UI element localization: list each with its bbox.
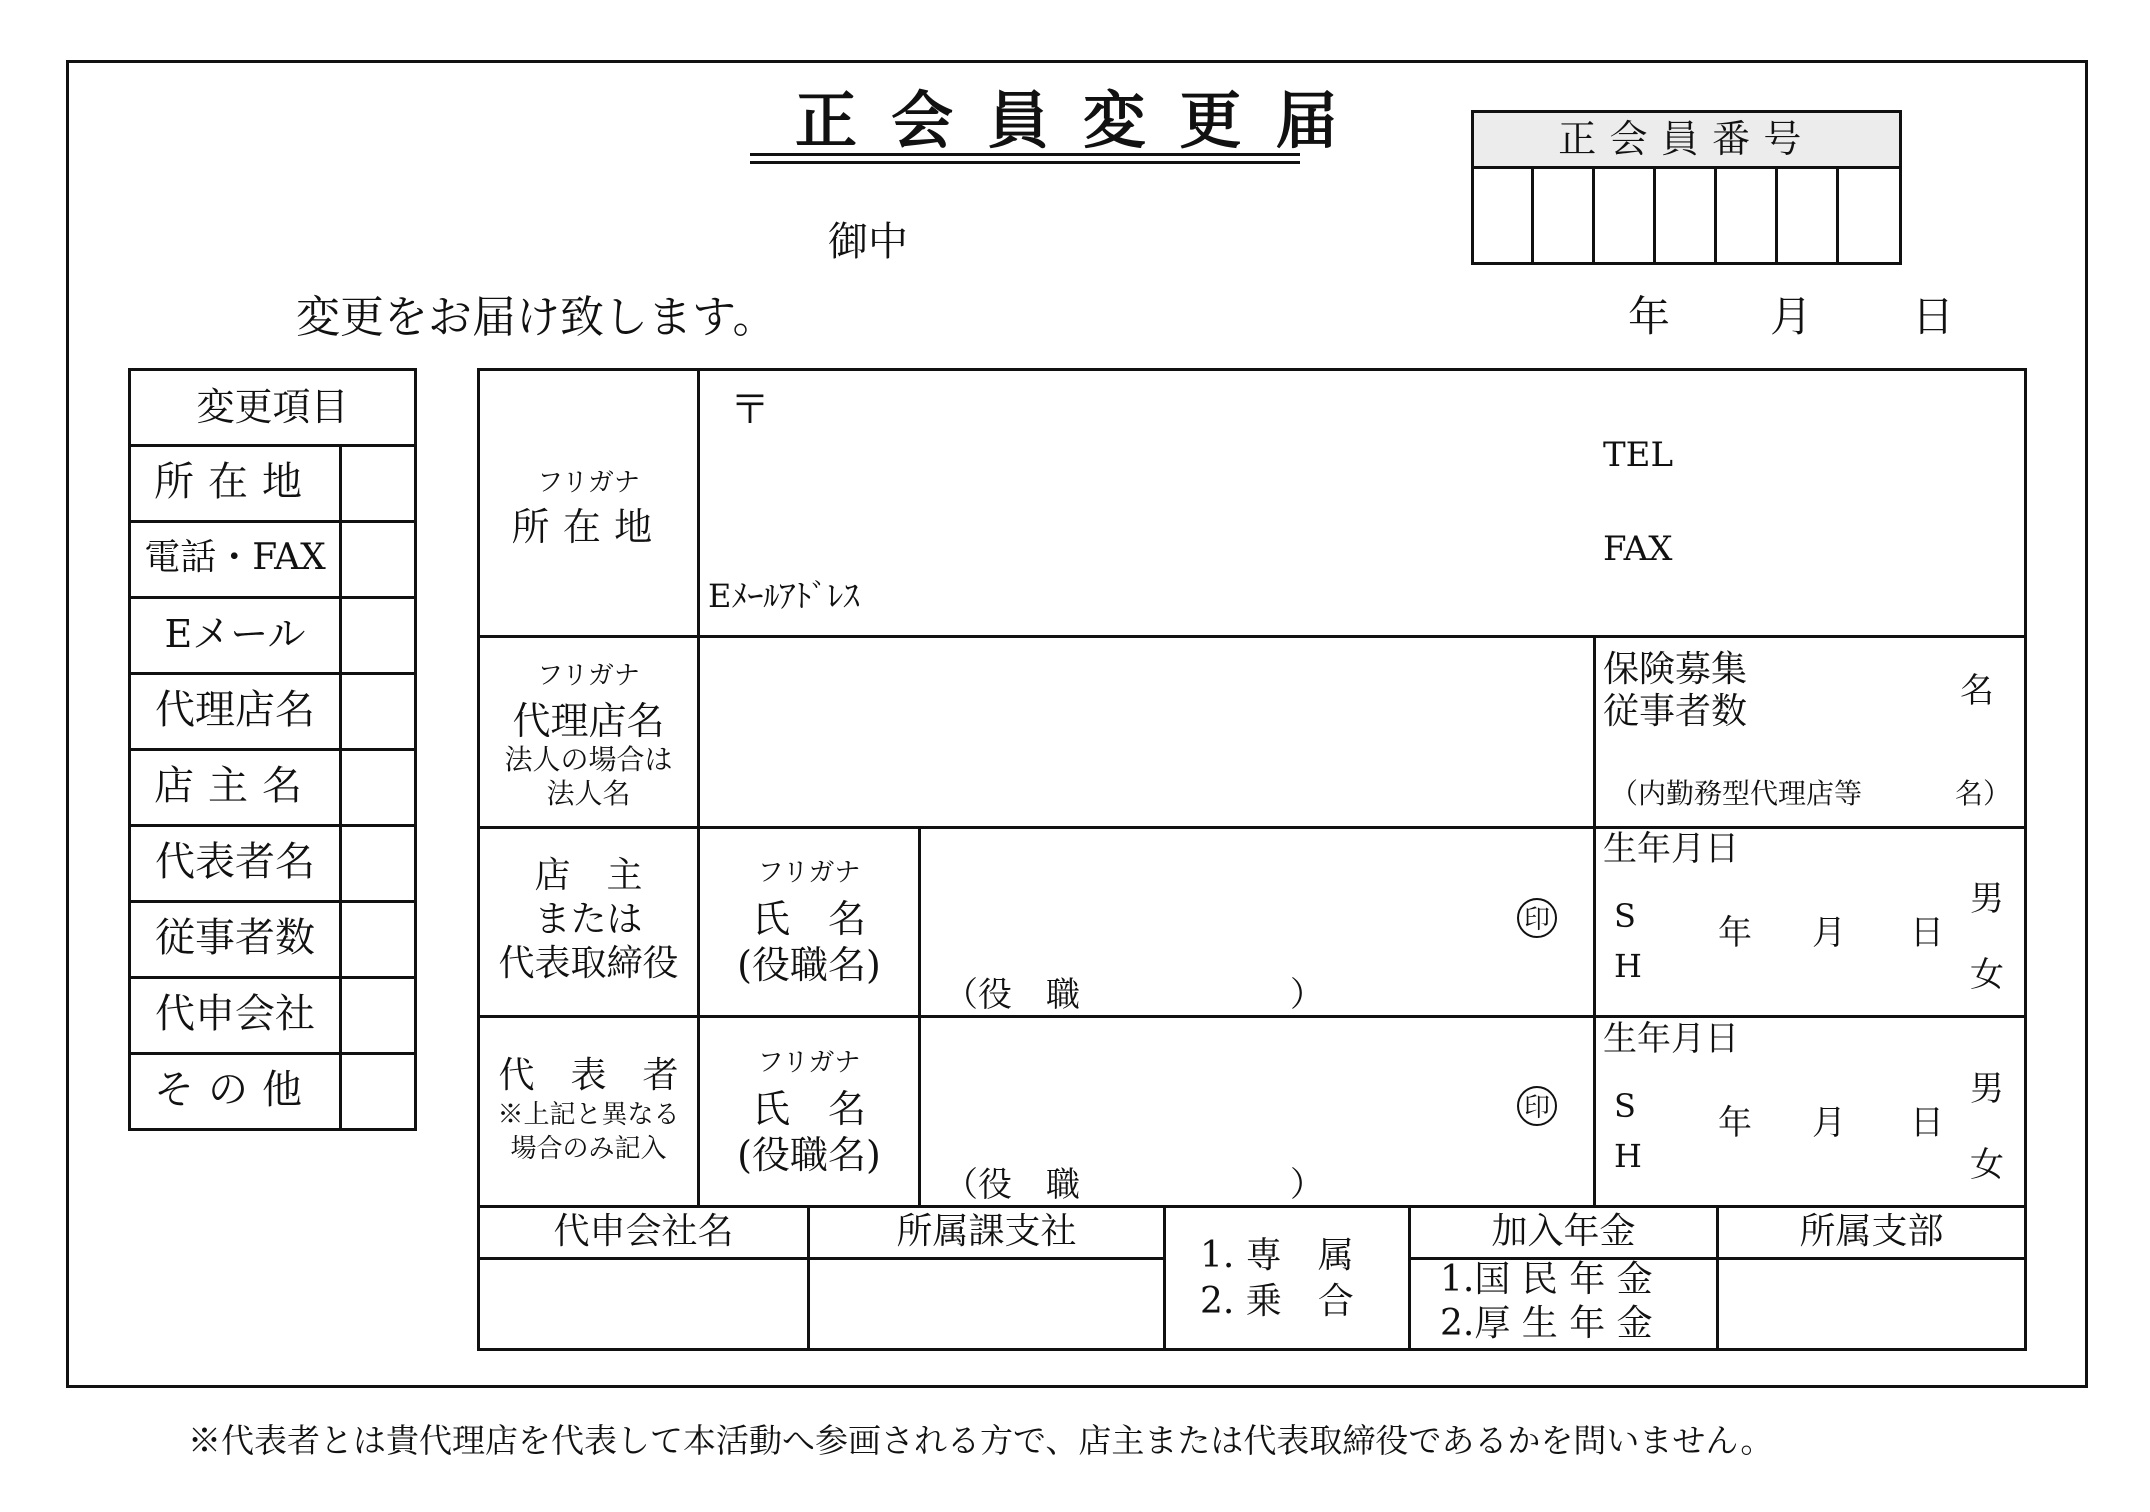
representative-position-close: ） xyxy=(1290,1165,1324,1205)
staff-note-unit: 名） xyxy=(1955,777,2012,810)
contract-type-exclusive[interactable]: 1. 専 属 xyxy=(1200,1235,1354,1276)
agency-label: 代理店名 xyxy=(512,699,665,743)
change-item-checkbox[interactable] xyxy=(342,979,414,1049)
change-item-checkbox[interactable] xyxy=(342,447,414,517)
contract-type-multiple[interactable]: 2. 乗 合 xyxy=(1200,1281,1354,1322)
representative-female-option[interactable]: 女 xyxy=(1970,1145,2004,1185)
owner-birth-day: 日 xyxy=(1910,913,1944,953)
change-item-label: 代申会社 xyxy=(155,991,315,1037)
pension-national-option[interactable]: 1.国 民 年 金 xyxy=(1440,1259,1653,1300)
representative-title-label: (役職名) xyxy=(737,1133,881,1177)
owner-male-option[interactable]: 男 xyxy=(1970,879,2004,919)
date-month-label: 月 xyxy=(1770,292,1813,341)
owner-name-label: 氏 名 xyxy=(751,897,866,941)
change-item-label: 従事者数 xyxy=(155,915,315,961)
right-column-divider xyxy=(1593,635,1596,1205)
change-item-label: 代理店名 xyxy=(155,687,315,733)
main-table-row-divider xyxy=(477,1205,2027,1208)
main-table-row-divider xyxy=(477,1015,2027,1018)
owner-label: 店 主 xyxy=(534,855,643,896)
email-label: Eﾒｰﾙｱﾄﾞﾚｽ xyxy=(708,577,860,615)
pension-employee-option[interactable]: 2.厚 生 年 金 xyxy=(1440,1303,1653,1344)
owner-birth-year: 年 xyxy=(1718,913,1752,953)
owner-position-label: （役 職 xyxy=(944,975,1080,1015)
member-number-cell-divider xyxy=(1775,166,1778,265)
representative-furigana: フリガナ xyxy=(757,1048,861,1078)
representative-era-s: S xyxy=(1614,1087,1636,1125)
change-item-checkbox[interactable] xyxy=(342,523,414,593)
change-item-label: その他 xyxy=(154,1067,316,1113)
owner-label: または xyxy=(534,899,643,940)
owner-seal-icon: 印 xyxy=(1517,898,1557,938)
change-item-checkbox[interactable] xyxy=(342,827,414,897)
representative-male-option[interactable]: 男 xyxy=(1970,1069,2004,1109)
owner-birth-label: 生年月日 xyxy=(1603,829,1739,869)
agent-company-field[interactable] xyxy=(480,1260,804,1348)
agency-furigana: フリガナ xyxy=(537,661,640,691)
owner-title-label: (役職名) xyxy=(737,943,881,987)
pension-header: 加入年金 xyxy=(1491,1211,1636,1252)
representative-birth-month: 月 xyxy=(1812,1103,1846,1143)
member-number-cell-divider xyxy=(1531,166,1534,265)
agency-note: 法人名 xyxy=(546,777,631,810)
bottom-column-divider xyxy=(1163,1205,1166,1351)
agency-note: 法人の場合は xyxy=(504,743,673,776)
date-day-label: 日 xyxy=(1912,292,1955,341)
representative-name-field[interactable] xyxy=(922,1019,1502,1149)
member-number-label: 正会員番号 xyxy=(1558,117,1815,161)
representative-note: 場合のみ記入 xyxy=(510,1134,667,1164)
location-label: 所在地 xyxy=(511,505,666,549)
change-item-checkbox[interactable] xyxy=(342,751,414,821)
postal-mark: 〒 xyxy=(730,387,770,433)
addressee-suffix: 御中 xyxy=(828,219,908,265)
title-underline xyxy=(750,153,1300,156)
change-item-label: 所在地 xyxy=(154,459,316,505)
owner-furigana: フリガナ xyxy=(757,858,861,888)
representative-birth-year: 年 xyxy=(1718,1103,1752,1143)
owner-name-field[interactable] xyxy=(922,830,1502,960)
representative-note: ※上記と異なる xyxy=(497,1100,680,1130)
representative-name-label: 氏 名 xyxy=(751,1087,866,1131)
representative-label: 代 表 者 xyxy=(498,1055,679,1096)
fax-label: FAX xyxy=(1603,529,1673,569)
owner-label: 代表取締役 xyxy=(498,943,679,984)
dept-header: 所属支部 xyxy=(1799,1211,1944,1252)
change-item-checkbox[interactable] xyxy=(342,1055,414,1125)
change-item-label: 電話・FAX xyxy=(144,537,326,578)
owner-position-close: ） xyxy=(1290,975,1324,1015)
staff-note: （内勤務型代理店等 xyxy=(1610,777,1863,810)
representative-era-h: H xyxy=(1614,1137,1642,1175)
change-item-checkbox[interactable] xyxy=(342,903,414,973)
staff-label: 保険募集 xyxy=(1603,649,1748,690)
owner-birth-month: 月 xyxy=(1812,913,1846,953)
change-item-label: Eメール xyxy=(164,612,306,656)
location-furigana: フリガナ xyxy=(537,468,640,498)
date-year-label: 年 xyxy=(1628,292,1671,341)
change-item-label: 店主名 xyxy=(154,763,316,809)
representative-birth-day: 日 xyxy=(1910,1103,1944,1143)
title-underline xyxy=(750,161,1300,164)
change-item-checkbox[interactable] xyxy=(342,599,414,669)
change-items-header: 変更項目 xyxy=(196,385,349,429)
change-item-label: 代表者名 xyxy=(155,839,315,885)
location-address-field[interactable] xyxy=(760,430,1580,560)
member-number-cell-divider xyxy=(1714,166,1717,265)
branch-field[interactable] xyxy=(810,1260,1160,1348)
owner-era-h: H xyxy=(1614,947,1642,985)
representative-position-label: （役 職 xyxy=(944,1165,1080,1205)
representative-seal-icon: 印 xyxy=(1517,1086,1557,1126)
owner-female-option[interactable]: 女 xyxy=(1970,955,2004,995)
branch-header: 所属課支社 xyxy=(896,1211,1077,1252)
agent-company-header: 代申会社名 xyxy=(553,1211,734,1252)
representative-birth-label: 生年月日 xyxy=(1603,1019,1739,1059)
staff-unit: 名 xyxy=(1960,671,1994,711)
member-number-cell-divider xyxy=(1592,166,1595,265)
owner-era-s: S xyxy=(1614,897,1636,935)
agency-name-field[interactable] xyxy=(700,638,1590,823)
footnote: ※代表者とは貴代理店を代表して本活動へ参画される方で、店主または代表取締役であるかを問いません。 xyxy=(188,1421,1774,1460)
staff-label: 従事者数 xyxy=(1603,691,1748,732)
dept-field[interactable] xyxy=(1719,1260,2024,1348)
intro-text: 変更をお届け致します。 xyxy=(296,292,777,343)
change-item-checkbox[interactable] xyxy=(342,675,414,745)
member-number-cell-divider xyxy=(1653,166,1656,265)
member-number-cell-divider xyxy=(1836,166,1839,265)
tel-label: TEL xyxy=(1603,435,1674,475)
page-title: 正会員変更届 xyxy=(795,84,1372,157)
main-table-row-divider xyxy=(477,826,2027,829)
person-name-divider xyxy=(918,826,921,1205)
